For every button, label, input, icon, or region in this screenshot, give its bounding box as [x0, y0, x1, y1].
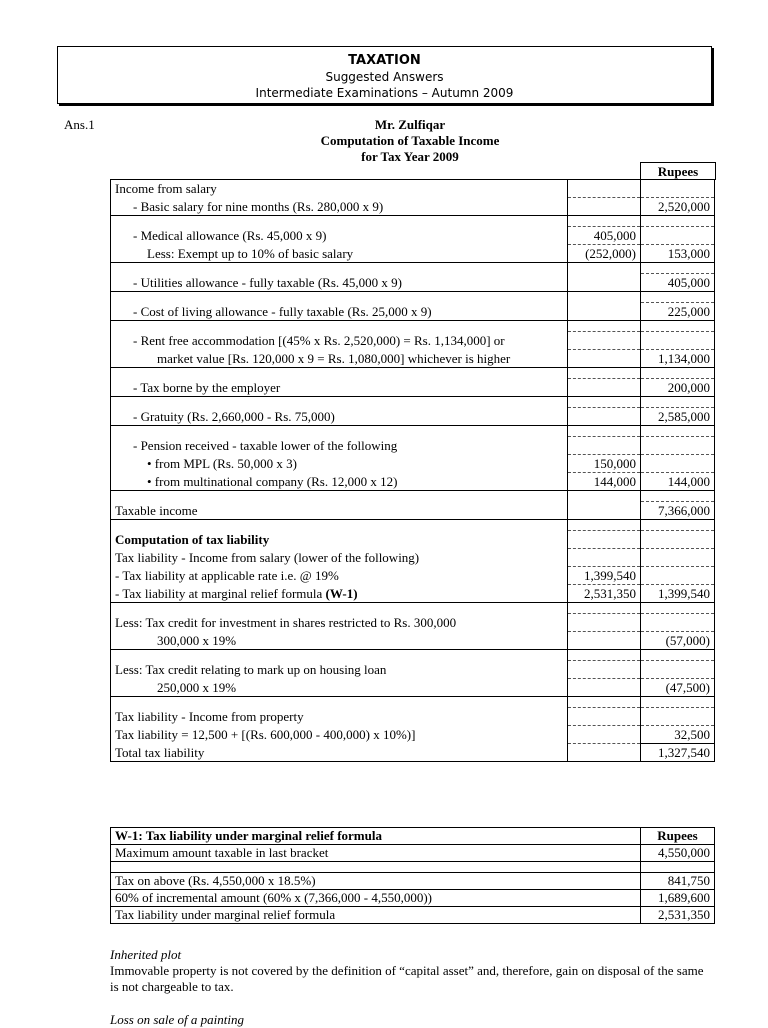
table-row: [111, 531, 715, 549]
w1-marginal-relief-table: [110, 827, 715, 924]
table-row: - Gratuity (Rs. 2,660,000 - Rs. 75,000) 2,585,000: [111, 408, 715, 426]
table-row: - Tax liability at marginal relief formula (W-1) 2,531,350 1,399,540: [111, 585, 715, 603]
total-liability-value: 1,327,540: [641, 744, 715, 762]
table-row: Tax liability = 12,500 + [(Rs. 600,000 - 400,000) x 10%)] 32,500: [111, 726, 715, 744]
liability-heading: Computation of tax liability: [111, 531, 568, 549]
exam-name: Intermediate Examinations – Autumn 2009: [255, 86, 514, 100]
taxable-income-total: 7,366,000: [641, 502, 715, 520]
computation-titles: [240, 117, 580, 165]
inherited-plot-heading: Inherited plot: [110, 947, 182, 962]
table-row: - Pension received - taxable lower of the following: [111, 437, 715, 455]
table-row: Maximum amount taxable in last bracket 4,550,000: [111, 845, 715, 862]
table-row: Tax liability - Income from salary (lower of the following): [111, 549, 715, 567]
salary-heading: Income from salary: [111, 180, 568, 198]
taxable-income-table: [110, 179, 715, 762]
table-row: - Medical allowance (Rs. 45,000 x 9) 405,000: [111, 227, 715, 245]
table-row: W-1: Tax liability under marginal relief formula Rupees: [111, 828, 715, 845]
table-row: [111, 502, 715, 520]
table-row: 250,000 x 19% (47,500): [111, 679, 715, 697]
table-row: Tax on above (Rs. 4,550,000 x 18.5%) 841,750: [111, 873, 715, 890]
table-row: - Basic salary for nine months (Rs. 280,000 x 9) 2,520,000: [111, 198, 715, 216]
taxable-income-label: Taxable income: [111, 502, 568, 520]
table-row: Tax liability - Income from property: [111, 708, 715, 726]
table-row: Tax liability under marginal relief formula 2,531,350: [111, 907, 715, 924]
table-row: [111, 180, 715, 198]
table-row: 300,000 x 19% (57,000): [111, 632, 715, 650]
painting-heading: Loss on sale of a painting: [110, 1012, 244, 1027]
table-row: - Tax borne by the employer 200,000: [111, 379, 715, 397]
computation-title: Computation of Taxable Income: [320, 133, 500, 148]
subject-title: TAXATION: [348, 53, 421, 68]
table-row: Less: Tax credit relating to mark up on housing loan: [111, 661, 715, 679]
total-liability-label: Total tax liability: [111, 744, 568, 762]
tax-year: for Tax Year 2009: [361, 149, 459, 164]
table-row: - Rent free accommodation [(45% x Rs. 2,520,000) = Rs. 1,134,000] or: [111, 332, 715, 350]
table-row: [111, 744, 715, 762]
table-row: - Tax liability at applicable rate i.e. @ 19% 1,399,540: [111, 567, 715, 585]
table-row: 60% of incremental amount (60% x (7,366,000 - 4,550,000)) 1,689,600: [111, 890, 715, 907]
rupees-column-header: Rupees: [640, 162, 716, 180]
taxpayer-name: Mr. Zulfiqar: [374, 117, 446, 132]
table-row: market value [Rs. 120,000 x 9 = Rs. 1,080,000] whichever is higher 1,134,000: [111, 350, 715, 368]
table-row: Less: Exempt up to 10% of basic salary (252,000) 153,000: [111, 245, 715, 263]
table-row: • from multinational company (Rs. 12,000 x 12) 144,000 144,000: [111, 473, 715, 491]
inherited-plot-text: Immovable property is not covered by the definition of “capital asset” and, therefore, gain on disposal of the same is not chargeable to tax.: [110, 963, 704, 994]
subtitle: Suggested Answers: [325, 70, 444, 84]
exam-header-box: [57, 46, 712, 104]
table-row: Less: Tax credit for investment in shares restricted to Rs. 300,000: [111, 614, 715, 632]
table-row: - Cost of living allowance - fully taxable (Rs. 25,000 x 9) 225,000: [111, 303, 715, 321]
table-row: - Utilities allowance - fully taxable (Rs. 45,000 x 9) 405,000: [111, 274, 715, 292]
answer-label: Ans.1: [64, 117, 95, 132]
table-row: • from MPL (Rs. 50,000 x 3) 150,000: [111, 455, 715, 473]
